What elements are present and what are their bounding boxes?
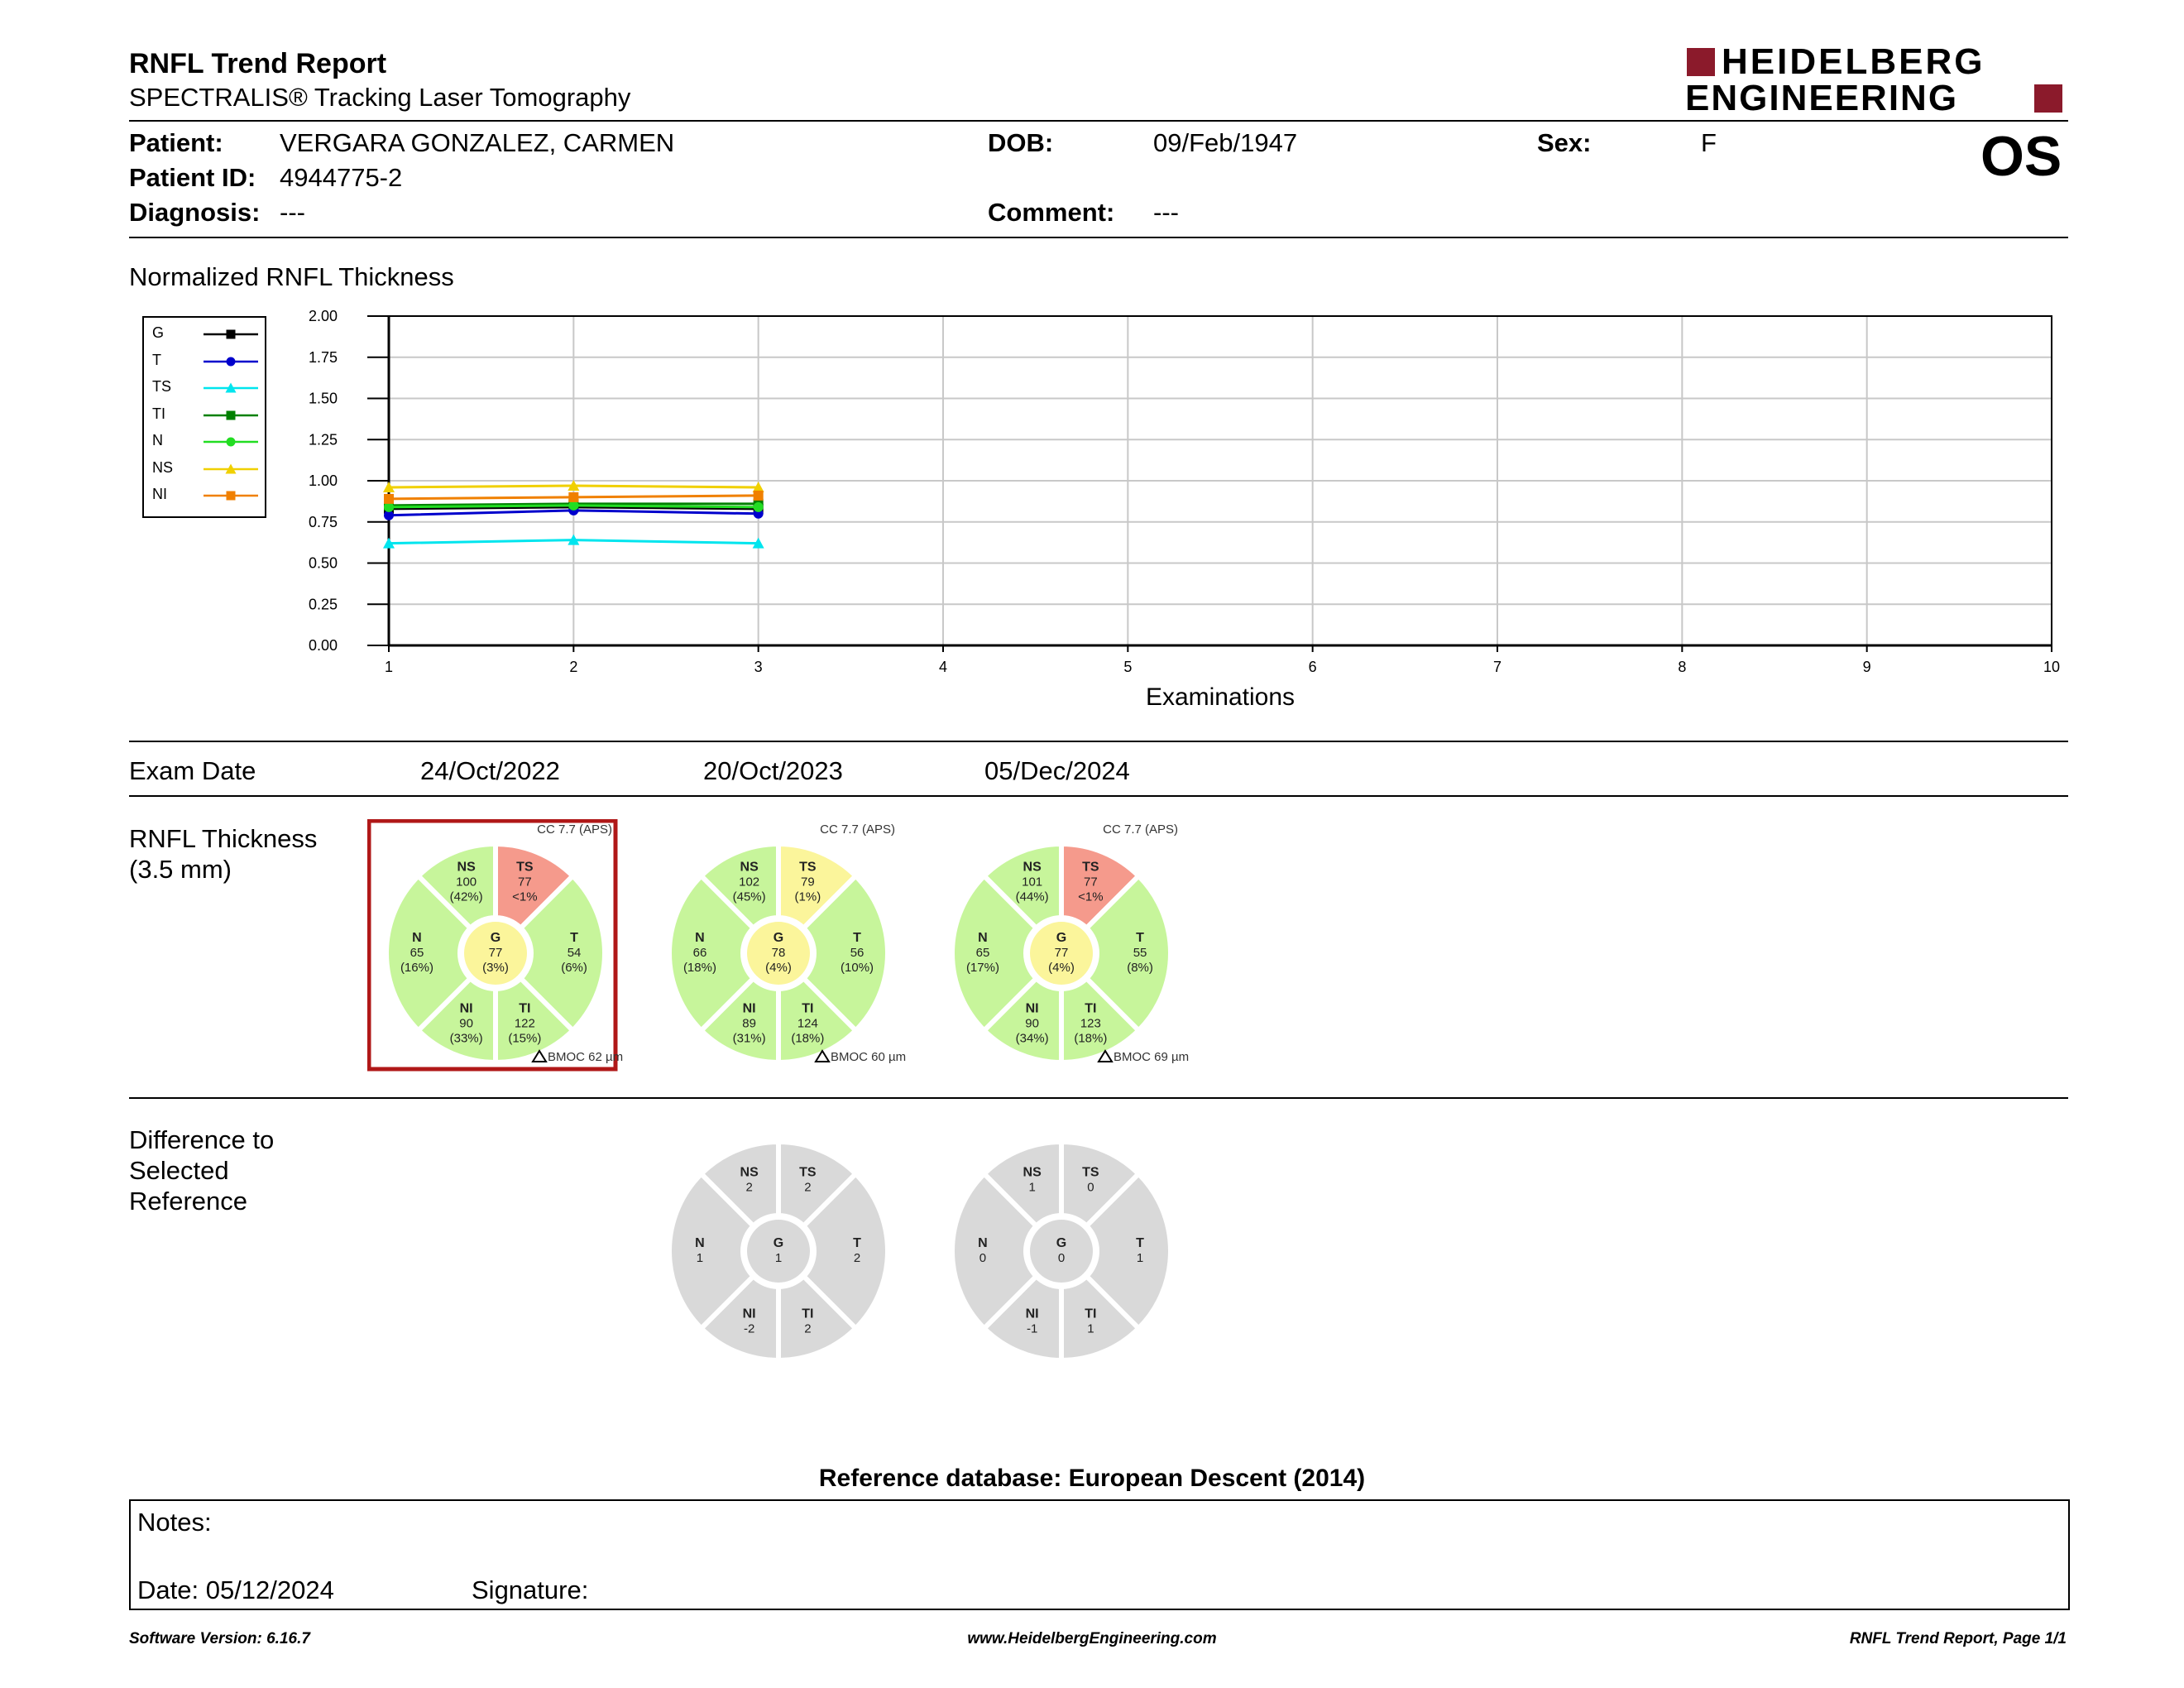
sector-ts-label: TS	[799, 1165, 817, 1180]
y-tick-label: 0.50	[308, 554, 338, 572]
sector-ts-percent: <1%	[1078, 890, 1104, 904]
sector-ni-value: 90	[459, 1016, 473, 1031]
sector-ni-percent: (31%)	[732, 1031, 766, 1046]
sector-ti-value: 123	[1080, 1016, 1101, 1031]
cc-label: CC 7.7 (APS)	[820, 822, 895, 837]
legend-swatch-n	[202, 434, 260, 450]
x-tick-label: 8	[1678, 659, 1687, 675]
sector-g-value: 1	[774, 1251, 783, 1265]
sector-t-label: T	[853, 931, 861, 945]
y-tick-label: 0.00	[308, 637, 338, 654]
legend-marker	[227, 330, 236, 339]
sector-ti-value: 2	[804, 1321, 812, 1336]
legend-swatch-g	[202, 326, 260, 343]
difference-label-3: Reference	[129, 1187, 248, 1216]
sector-ni-label: NI	[459, 1001, 473, 1016]
reference-database: Reference database: European Descent (2014)	[818, 1465, 1366, 1492]
y-tick-label: 1.50	[308, 390, 338, 407]
y-tick-label: 0.75	[308, 513, 338, 530]
bmoc-label: BMOC 69 µm	[1114, 1050, 1190, 1064]
heidelberg-logo	[1684, 43, 2068, 119]
sector-n-value: 1	[696, 1251, 704, 1265]
legend-label-g: G	[152, 324, 165, 341]
series-n	[384, 501, 764, 512]
y-tick-label: 1.00	[308, 472, 338, 489]
sector-ts-value: 2	[804, 1180, 812, 1195]
legend-label-ti: TI	[152, 405, 165, 422]
trend-chart	[290, 306, 2068, 720]
sector-g-value: 78	[771, 946, 786, 960]
bmoc-label: BMOC 62 µm	[548, 1050, 624, 1064]
y-tick-label: 0.25	[308, 596, 338, 613]
sector-ns-percent: (45%)	[732, 890, 766, 904]
header-divider	[129, 120, 2068, 122]
sector-ti-percent: (18%)	[1074, 1031, 1108, 1046]
sector-g-label: G	[1056, 931, 1067, 945]
sector-ti-label: TI	[519, 1001, 531, 1016]
patient-divider	[129, 237, 2068, 238]
legend-marker	[227, 492, 236, 501]
sector-ti-label: TI	[802, 1307, 814, 1321]
sector-ts-label: TS	[1082, 860, 1099, 875]
sector-ns-value: 100	[456, 875, 477, 890]
sector-n-percent: (18%)	[682, 961, 716, 975]
y-tick-label: 1.75	[308, 348, 338, 366]
y-tick-label: 2.00	[308, 308, 338, 324]
sector-ns-percent: (44%)	[1015, 890, 1049, 904]
sector-n-value: 66	[692, 946, 707, 960]
data-point-ni	[754, 491, 764, 501]
chart-grid	[367, 316, 2052, 652]
website-link[interactable]: www.HeidelbergEngineering.com	[967, 1630, 1217, 1647]
exam-date-label: Exam Date	[129, 756, 256, 785]
x-tick-label: 9	[1862, 659, 1871, 675]
legend-label-n: N	[152, 432, 163, 448]
legend-label-t: T	[152, 351, 161, 368]
x-axis-label: Examinations	[1145, 683, 1296, 711]
sector-ti-label: TI	[1085, 1307, 1097, 1321]
sector-ti-label: TI	[1085, 1001, 1097, 1016]
comment: ---	[1153, 198, 1179, 227]
difference-chart-1	[650, 1125, 907, 1378]
sector-ni-value: -2	[743, 1321, 755, 1336]
data-point-ni	[568, 492, 578, 502]
sex: F	[1701, 128, 1717, 157]
chart-divider	[129, 741, 2068, 742]
sector-n-label: N	[695, 1236, 705, 1250]
legend-swatch-ti	[202, 407, 260, 424]
sector-ni-label: NI	[742, 1001, 756, 1016]
cc-label: CC 7.7 (APS)	[1103, 822, 1178, 837]
sector-ts-value: 79	[801, 875, 815, 890]
thickness-divider	[129, 1097, 2068, 1099]
sector-ti-percent: (18%)	[791, 1031, 825, 1046]
sector-g-label: G	[1056, 1236, 1067, 1250]
sector-g-value: 77	[488, 946, 503, 960]
sector-t-value: 1	[1136, 1251, 1144, 1265]
sector-g-percent: (4%)	[765, 961, 792, 975]
sector-ni-value: -1	[1026, 1321, 1038, 1336]
series-ns	[383, 480, 764, 492]
sector-t-value: 54	[567, 946, 582, 960]
software-version: Software Version: 6.16.7	[129, 1630, 310, 1647]
sector-ti-percent: (15%)	[508, 1031, 542, 1046]
sector-ti-label: TI	[802, 1001, 814, 1016]
legend-swatch-ts	[202, 380, 260, 396]
sector-t-value: 56	[850, 946, 864, 960]
sector-n-percent: (17%)	[965, 961, 999, 975]
sector-g-value: 77	[1054, 946, 1069, 960]
dob: 09/Feb/1947	[1153, 128, 1298, 157]
legend-swatch-t	[202, 353, 260, 370]
x-tick-label: 5	[1123, 659, 1133, 675]
exam-date-2: 20/Oct/2023	[703, 756, 843, 785]
sector-t-percent: (10%)	[841, 961, 874, 975]
difference-label-2: Selected	[129, 1156, 229, 1185]
x-tick-label: 7	[1492, 659, 1502, 675]
sector-t-percent: (8%)	[1127, 961, 1153, 975]
page-number: RNFL Trend Report, Page 1/1	[1849, 1630, 2067, 1647]
thickness-chart-1[interactable]	[367, 819, 624, 1072]
logo-line2: ENGINEERING	[1685, 78, 1959, 118]
sector-n-percent: (16%)	[400, 961, 433, 975]
sector-ns-label: NS	[457, 860, 476, 875]
report-subtitle: SPECTRALIS® Tracking Laser Tomography	[129, 83, 631, 112]
sector-ns-label: NS	[1023, 860, 1042, 875]
sector-ni-percent: (33%)	[449, 1031, 483, 1046]
patient-label: Patient:	[129, 128, 223, 157]
sector-ni-value: 89	[742, 1016, 756, 1031]
sector-ni-label: NI	[1025, 1001, 1039, 1016]
exam-date-1: 24/Oct/2022	[420, 756, 560, 785]
legend-marker	[227, 357, 236, 366]
logo-line1: HEIDELBERG	[1722, 41, 1985, 82]
chart-title: Normalized RNFL Thickness	[129, 262, 454, 291]
logo-square-icon	[1687, 48, 1715, 76]
legend-marker	[227, 438, 236, 447]
report-title: RNFL Trend Report	[129, 48, 387, 79]
sector-ns-value: 2	[745, 1180, 753, 1195]
sector-g-label: G	[773, 1236, 784, 1250]
sector-ns-value: 102	[739, 875, 760, 890]
sector-n-label: N	[978, 1236, 988, 1250]
thickness-sublabel: (3.5 mm)	[129, 855, 232, 884]
sector-n-value: 65	[410, 946, 424, 960]
logo-square-icon	[2034, 84, 2062, 113]
sector-t-value: 2	[853, 1251, 861, 1265]
sector-n-label: N	[695, 931, 705, 945]
thickness-chart-3[interactable]	[933, 819, 1190, 1072]
sector-ti-value: 124	[797, 1016, 818, 1031]
diagnosis: ---	[280, 198, 305, 227]
y-tick-label: 1.25	[308, 431, 338, 448]
sector-n-label: N	[412, 931, 422, 945]
patient-name: VERGARA GONZALEZ, CARMEN	[280, 128, 675, 157]
x-tick-label: 2	[569, 659, 578, 675]
data-point-n	[754, 502, 764, 512]
sector-ti-value: 122	[514, 1016, 535, 1031]
sector-n-label: N	[978, 931, 988, 945]
x-tick-label: 3	[754, 659, 763, 675]
sector-ts-value: 77	[518, 875, 532, 890]
sector-ns-label: NS	[740, 1165, 759, 1180]
exam-divider	[129, 795, 2068, 797]
sex-label: Sex:	[1537, 128, 1592, 157]
legend-label-ts: TS	[152, 378, 172, 395]
patient-id: 4944775-2	[280, 163, 403, 192]
legend-marker	[227, 410, 236, 420]
exam-date-3: 05/Dec/2024	[984, 756, 1130, 785]
notes-label: Notes:	[137, 1508, 212, 1537]
sector-ti-value: 1	[1087, 1321, 1094, 1336]
sector-ns-label: NS	[740, 860, 759, 875]
dob-label: DOB:	[988, 128, 1054, 157]
x-tick-label: 10	[2043, 659, 2061, 675]
sector-ts-percent: <1%	[512, 890, 538, 904]
cc-label: CC 7.7 (APS)	[537, 822, 612, 837]
sector-g-label: G	[490, 931, 501, 945]
sector-g-value: 0	[1057, 1251, 1066, 1265]
x-tick-label: 4	[938, 659, 948, 675]
sector-g-label: G	[773, 931, 784, 945]
thickness-chart-2[interactable]	[650, 819, 907, 1072]
sector-ts-value: 77	[1084, 875, 1098, 890]
sector-ni-label: NI	[1025, 1307, 1039, 1321]
sector-ni-percent: (34%)	[1015, 1031, 1049, 1046]
difference-label-1: Difference to	[129, 1125, 275, 1154]
sector-ts-label: TS	[516, 860, 534, 875]
signature-label: Signature:	[472, 1575, 589, 1604]
sector-n-value: 65	[975, 946, 990, 960]
sector-t-label: T	[1136, 931, 1144, 945]
sector-t-label: T	[853, 1236, 861, 1250]
eye-indicator: OS	[1980, 125, 2062, 188]
legend-label-ns: NS	[152, 458, 174, 476]
x-tick-label: 1	[384, 659, 394, 675]
data-point-ni	[384, 494, 394, 504]
sector-ni-value: 90	[1025, 1016, 1039, 1031]
sector-ts-value: 0	[1087, 1180, 1094, 1195]
sector-t-value: 55	[1133, 946, 1147, 960]
bmoc-label: BMOC 60 µm	[831, 1050, 907, 1064]
sector-t-label: T	[1136, 1236, 1144, 1250]
sector-ns-value: 1	[1028, 1180, 1036, 1195]
sector-ns-percent: (42%)	[449, 890, 483, 904]
diagnosis-label: Diagnosis:	[129, 198, 261, 227]
sector-ns-label: NS	[1023, 1165, 1042, 1180]
thickness-label: RNFL Thickness	[129, 824, 318, 853]
notes-box[interactable]	[129, 1499, 2070, 1610]
sector-ts-percent: (1%)	[794, 890, 821, 904]
sector-t-percent: (6%)	[561, 961, 587, 975]
chart-legend	[142, 316, 266, 518]
date-label: Date: 05/12/2024	[137, 1575, 334, 1604]
comment-label: Comment:	[988, 198, 1115, 227]
difference-chart-2	[933, 1125, 1190, 1378]
sector-ns-value: 101	[1022, 875, 1043, 890]
x-tick-label: 6	[1308, 659, 1317, 675]
sector-g-percent: (4%)	[1048, 961, 1075, 975]
sector-g-percent: (3%)	[482, 961, 509, 975]
patient-id-label: Patient ID:	[129, 163, 256, 192]
sector-ts-label: TS	[1082, 1165, 1099, 1180]
sector-n-value: 0	[979, 1251, 987, 1265]
legend-swatch-ns	[202, 461, 260, 477]
sector-t-label: T	[570, 931, 578, 945]
legend-swatch-ni	[202, 487, 260, 504]
legend-label-ni: NI	[152, 486, 167, 502]
series-ni	[384, 491, 764, 504]
sector-ni-label: NI	[742, 1307, 756, 1321]
sector-ts-label: TS	[799, 860, 817, 875]
